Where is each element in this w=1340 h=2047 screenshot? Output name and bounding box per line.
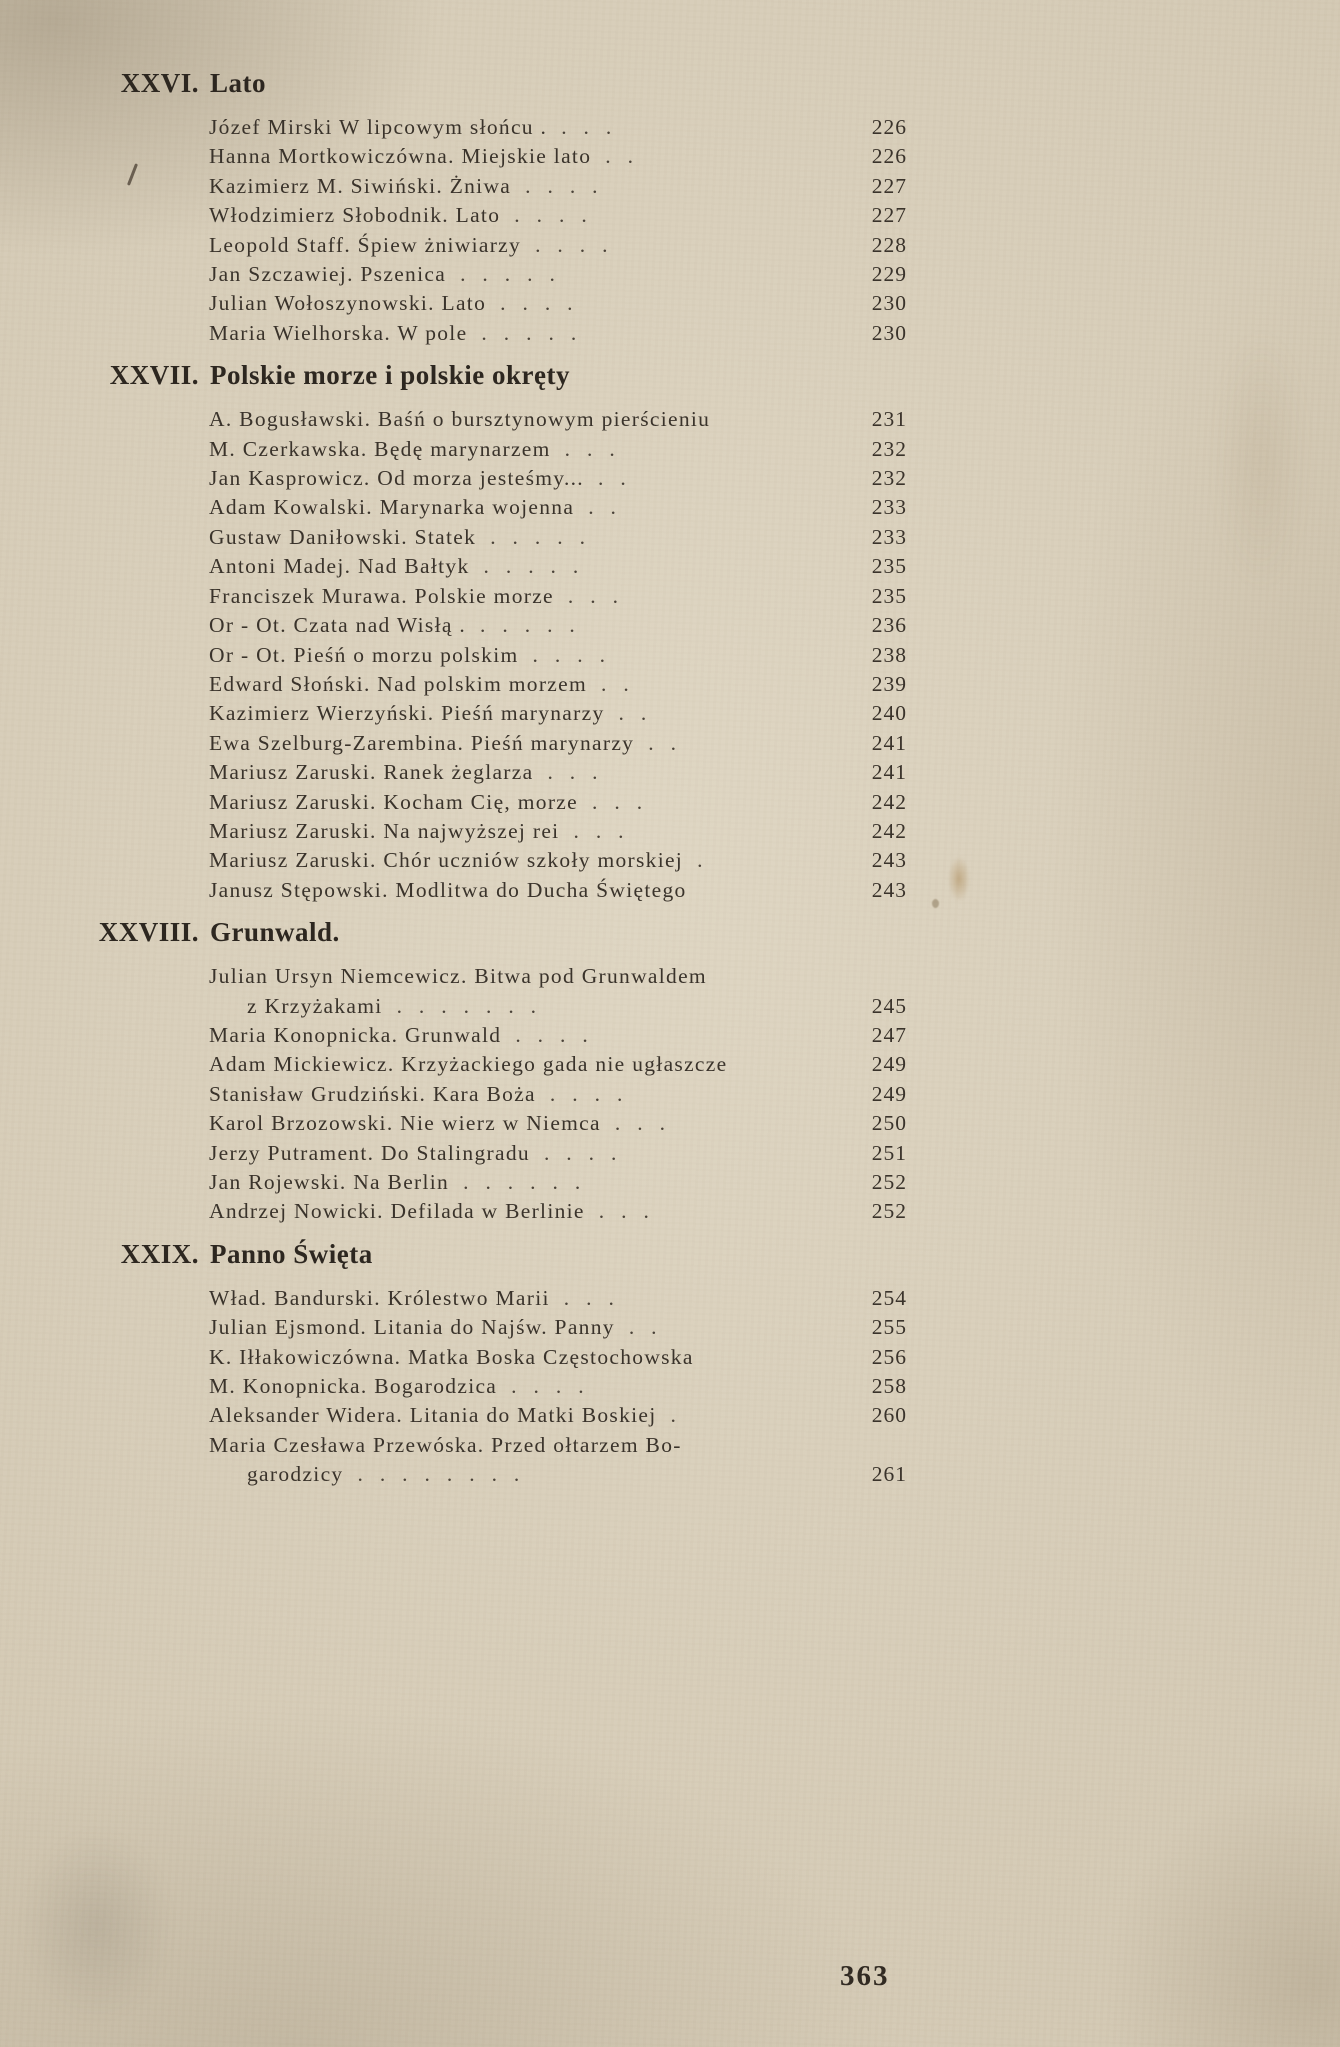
entry-text: Maria Konopnicka. Grunwald — [209, 1022, 502, 1047]
entry-page-number: 241 — [871, 760, 907, 785]
entry-page-number: 251 — [871, 1140, 907, 1165]
entry-page-number: 260 — [871, 1403, 907, 1428]
entry-page-number: 254 — [871, 1285, 907, 1310]
entry-text: Wład. Bandurski. Królestwo Marii — [209, 1285, 550, 1310]
toc-entry — [209, 846, 907, 875]
entry-text: Leopold Staff. Śpiew żniwiarzy — [209, 232, 522, 257]
dot-leader: . . . — [561, 115, 613, 139]
entry-page-number: 252 — [871, 1199, 907, 1224]
entry-text: Antoni Madej. Nad Bałtyk — [209, 554, 470, 579]
dot-leader: . . . — [592, 789, 644, 814]
entry-page-number: 238 — [871, 642, 907, 667]
entry-text: Józef Mirski W lipcowym słońcu . — [209, 115, 548, 139]
dot-leader: . . . . — [525, 173, 599, 198]
dot-leader: . . — [605, 144, 635, 169]
section-heading — [97, 66, 907, 101]
entry-page-number: 235 — [871, 554, 907, 579]
entry-page-number: 240 — [871, 701, 907, 726]
toc-entry — [209, 201, 907, 230]
entry-page-number: 230 — [871, 291, 907, 316]
page-number: 363 — [840, 1960, 890, 1992]
entry-page-number: 249 — [871, 1052, 907, 1077]
entry-text: Maria Czesława Przewóska. Przed ołtarzem Bo- — [209, 1432, 682, 1457]
toc-entry — [209, 670, 907, 699]
entry-page-number: 235 — [871, 583, 907, 608]
entry-page-number: 250 — [871, 1111, 907, 1136]
toc-entry — [209, 1050, 907, 1079]
dot-leader: . . . . . . . . — [357, 1462, 521, 1487]
paper-shadow — [1216, 330, 1306, 590]
entry-text: Jerzy Putrament. Do Stalingradu — [209, 1140, 530, 1165]
toc-entry — [209, 1372, 907, 1401]
entry-page-number: 231 — [871, 407, 907, 432]
dot-leader: . . . . . — [481, 320, 578, 345]
dot-leader: . . — [618, 701, 648, 726]
paper-speck — [932, 899, 939, 908]
entry-text: K. Iłłakowiczówna. Matka Boska Częstochowska — [209, 1344, 694, 1369]
toc-entry — [209, 1313, 907, 1342]
toc-entry — [209, 1168, 907, 1197]
dot-leader: . . . . . . — [463, 1170, 582, 1194]
toc-section — [97, 66, 907, 348]
dot-leader: . — [670, 1403, 678, 1428]
toc-entry — [209, 231, 907, 260]
toc-entry — [209, 1139, 907, 1168]
dot-leader: . . — [597, 466, 628, 491]
dot-leader: . . . — [564, 436, 617, 461]
toc-section — [97, 915, 907, 1227]
dot-leader: . . . — [567, 583, 620, 608]
dot-leader: . . . . — [515, 1022, 590, 1047]
entry-page-number: 233 — [871, 495, 907, 520]
entry-page-number: 255 — [871, 1315, 907, 1340]
toc-entry — [209, 435, 907, 464]
toc-entry — [209, 172, 907, 201]
entry-text: Andrzej Nowicki. Defilada w Berlinie — [209, 1199, 585, 1224]
entry-page-number: 258 — [871, 1374, 907, 1399]
entry-text: Julian Wołoszynowski. Lato — [209, 291, 487, 316]
section-entries — [209, 405, 907, 905]
entry-text: Włodzimierz Słobodnik. Lato — [209, 203, 501, 228]
entry-text: Julian Ejsmond. Litania do Najśw. Panny — [209, 1315, 615, 1340]
dot-leader: . . . — [573, 818, 625, 843]
dot-leader: . . . . — [532, 642, 607, 667]
entry-page-number: 252 — [871, 1170, 907, 1194]
entry-text: M. Konopnicka. Bogarodzica — [209, 1374, 498, 1399]
toc-entry — [209, 552, 907, 581]
entry-text: Hanna Mortkowiczówna. Miejskie lato — [209, 144, 592, 169]
toc-entry — [209, 1109, 907, 1138]
dot-leader: . — [697, 848, 704, 873]
dot-leader: . . . . . — [480, 613, 577, 638]
toc-entry — [209, 260, 907, 289]
dot-leader: . . . . . — [490, 524, 587, 549]
entry-page-number: 245 — [871, 993, 907, 1018]
dot-leader: . . . . — [549, 1081, 624, 1106]
entry-text: Kazimierz M. Siwiński. Żniwa — [209, 173, 512, 198]
section-entries — [209, 962, 907, 1227]
toc-entry — [209, 405, 907, 434]
entry-text: Janusz Stępowski. Modlitwa do Ducha Świętego — [209, 877, 687, 902]
toc-entry — [209, 113, 907, 142]
entry-page-number: 232 — [871, 466, 907, 491]
dot-leader: . . . . . — [460, 262, 557, 287]
section-numeral: XXVI. — [120, 68, 199, 98]
toc-entry — [209, 1284, 907, 1313]
dot-leader: . . — [601, 671, 631, 696]
dot-leader: . . — [648, 730, 678, 755]
entry-text: Mariusz Zaruski. Na najwyższej rei — [209, 818, 560, 843]
toc-entry — [209, 992, 907, 1021]
entry-page-number: 256 — [871, 1344, 907, 1369]
toc-entry — [209, 817, 907, 846]
toc-entry — [209, 1460, 907, 1489]
toc-entry — [209, 142, 907, 171]
dot-leader: . . . . — [535, 232, 609, 257]
entry-page-number: 261 — [871, 1462, 907, 1487]
toc-section — [97, 358, 907, 905]
entry-text: Mariusz Zaruski. Chór uczniów szkoły morskiej — [209, 848, 684, 873]
entry-page-number: 242 — [871, 789, 907, 814]
section-heading — [97, 358, 907, 393]
entry-text: Gustaw Daniłowski. Statek — [209, 524, 477, 549]
toc-entry — [209, 729, 907, 758]
entry-text: z Krzyżakami — [247, 993, 383, 1018]
section-entries — [209, 1284, 907, 1490]
dot-leader: . . — [628, 1315, 658, 1340]
dot-leader: . . — [588, 495, 618, 520]
entry-text: Julian Ursyn Niemcewicz. Bitwa pod Grunwaldem — [209, 964, 707, 989]
section-entries — [209, 113, 907, 348]
entry-text: Ewa Szelburg-Zarembina. Pieśń marynarzy — [209, 730, 635, 755]
toc-entry — [209, 876, 907, 905]
entry-text: Adam Kowalski. Marynarka wojenna — [209, 495, 575, 520]
toc-entry — [209, 1021, 907, 1050]
toc-entry — [209, 523, 907, 552]
toc-entry — [209, 611, 907, 640]
entry-text: Or - Ot. Pieśń o morzu polskim — [209, 642, 519, 667]
section-title: Polskie morze i polskie okręty — [210, 360, 570, 391]
toc-entry — [209, 319, 907, 348]
entry-page-number: 243 — [871, 848, 907, 873]
toc-section — [97, 1237, 907, 1490]
entry-page-number: 228 — [871, 232, 907, 257]
toc-entry — [209, 1343, 907, 1372]
dot-leader: . . . . — [511, 1374, 585, 1399]
entry-text: Jan Rojewski. Na Berlin — [209, 1170, 450, 1194]
toc-entry — [209, 788, 907, 817]
entry-text: Aleksander Widera. Litania do Matki Boskiej — [209, 1403, 657, 1428]
toc-entry — [209, 1431, 907, 1460]
entry-page-number: 230 — [871, 320, 907, 345]
entry-text: Stanisław Grudziński. Kara Boża — [209, 1081, 536, 1106]
entry-text: Karol Brzozowski. Nie wierz w Niemca — [209, 1111, 601, 1136]
toc-entry — [209, 464, 907, 493]
toc-entry — [209, 493, 907, 522]
entry-text: Maria Wielhorska. W pole — [209, 320, 468, 345]
dot-leader: . . . — [614, 1111, 667, 1136]
dot-leader: . . . — [547, 760, 599, 785]
entry-page-number: 226 — [871, 144, 907, 169]
toc-entry — [209, 699, 907, 728]
entry-page-number: 239 — [871, 671, 907, 696]
entry-page-number: 249 — [871, 1081, 907, 1106]
section-heading — [97, 915, 907, 950]
entry-text: M. Czerkawska. Będę marynarzem — [209, 436, 551, 461]
entry-page-number: 243 — [871, 877, 907, 902]
entry-text: Jan Kasprowicz. Od morza jesteśmy... — [209, 466, 584, 491]
toc-entry — [209, 1080, 907, 1109]
dot-leader: . . . . . . . — [396, 993, 538, 1018]
section-numeral: XXVII. — [109, 360, 199, 391]
entry-page-number: 229 — [871, 262, 907, 287]
entry-text: garodzicy — [247, 1462, 344, 1487]
table-of-contents — [97, 66, 907, 1490]
toc-entry — [209, 289, 907, 318]
entry-page-number: 232 — [871, 436, 907, 461]
entry-page-number: 227 — [871, 203, 907, 228]
dot-leader: . . . — [598, 1199, 651, 1224]
entry-text: Franciszek Murawa. Polskie morze — [209, 583, 554, 608]
dot-leader: . . . . — [543, 1140, 618, 1165]
entry-text: Or - Ot. Czata nad Wisłą . — [209, 613, 467, 638]
entry-text: Jan Szczawiej. Pszenica — [209, 262, 447, 287]
entry-page-number: 233 — [871, 524, 907, 549]
entry-page-number: 226 — [871, 115, 907, 139]
section-heading — [97, 1237, 907, 1272]
dot-leader: . . . . . — [483, 554, 580, 579]
toc-entry — [209, 582, 907, 611]
entry-text: A. Bogusławski. Baśń o bursztynowym pierścieniu — [209, 407, 711, 432]
section-title: Panno Święta — [210, 1238, 373, 1269]
toc-entry — [209, 1401, 907, 1430]
entry-page-number: 247 — [871, 1022, 907, 1047]
entry-text: Mariusz Zaruski. Kocham Cię, morze — [209, 789, 578, 814]
entry-text: Kazimierz Wierzyński. Pieśń marynarzy — [209, 701, 605, 726]
section-numeral: XXVIII. — [98, 917, 199, 948]
entry-page-number: 241 — [871, 730, 907, 755]
paper-smudge — [22, 1830, 172, 2020]
toc-entry — [209, 641, 907, 670]
section-title: Lato — [210, 68, 266, 98]
dot-leader: . . . . — [500, 291, 574, 316]
entry-page-number: 227 — [871, 173, 907, 198]
section-numeral: XXIX. — [120, 1238, 199, 1269]
section-title: Grunwald. — [210, 917, 340, 948]
entry-text: Adam Mickiewicz. Krzyżackiego gada nie ugłaszcze — [209, 1052, 728, 1077]
toc-entry — [209, 758, 907, 787]
dot-leader: . . . — [563, 1285, 616, 1310]
paper-stain — [948, 856, 970, 902]
toc-entry — [209, 1197, 907, 1226]
entry-page-number: 242 — [871, 818, 907, 843]
dot-leader: . . . . — [514, 203, 588, 228]
entry-page-number: 236 — [871, 613, 907, 638]
entry-text: Edward Słoński. Nad polskim morzem — [209, 671, 588, 696]
entry-text: Mariusz Zaruski. Ranek żeglarza — [209, 760, 534, 785]
toc-entry — [209, 962, 907, 991]
